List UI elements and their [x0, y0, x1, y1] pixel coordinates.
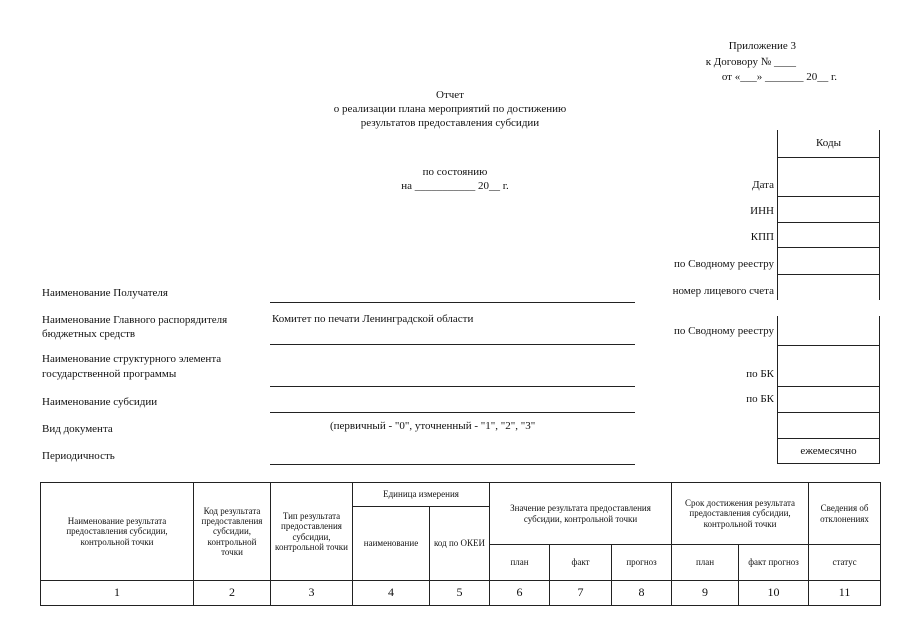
field-manager-label-1: Наименование Главного распорядителя: [42, 314, 228, 326]
field-manager-line: [270, 344, 635, 345]
codes-rule: [777, 412, 880, 413]
col-number: 10: [739, 581, 809, 606]
codes-rule: [777, 463, 880, 464]
col-number: 5: [430, 581, 490, 606]
col-header-value-fact: факт: [550, 545, 612, 581]
results-table: [40, 482, 881, 606]
appendix-line-1: Приложение 3: [728, 40, 796, 52]
codes-rule: [777, 247, 880, 248]
field-element-line: [270, 386, 635, 387]
code-label-inn: ИНН: [750, 205, 774, 217]
col-header-term-fact: факт прогноз: [739, 545, 809, 581]
periodicity-code: ежемесячно: [800, 445, 857, 457]
codes-rule: [777, 438, 880, 439]
col-header-deviation: Сведения об отклонениях: [809, 483, 881, 545]
col-header-term: Срок достижения результата предоставления субсидии, контрольной точки: [672, 483, 809, 545]
col-header-term-plan: план: [672, 545, 739, 581]
col-number: 3: [271, 581, 353, 606]
codes-rule: [777, 196, 880, 197]
col-number: 11: [809, 581, 881, 606]
col-number: 1: [41, 581, 194, 606]
field-doctype-label: Вид документа: [42, 423, 113, 435]
col-header-value-forecast: прогноз: [612, 545, 672, 581]
report-subtitle-1: о реализации плана мероприятий по достижению: [333, 103, 567, 115]
field-periodicity-line: [270, 464, 635, 465]
codes-rule: [777, 222, 880, 223]
col-header-value: Значение результата предоставления субсидии, контрольной точки: [490, 483, 672, 545]
code-label-svod-2: по Сводному реестру: [674, 325, 774, 337]
codes-right-border-2: [879, 316, 880, 463]
field-recipient-line: [270, 302, 635, 303]
codes-rule: [777, 274, 880, 275]
col-header-name: Наименование результата предоставления субсидии, контрольной точки: [41, 483, 194, 581]
as-of-label: по состоянию: [422, 166, 488, 178]
codes-header-rule: [777, 157, 880, 158]
report-title: Отчет: [436, 89, 464, 101]
field-recipient-label: Наименование Получателя: [42, 287, 168, 299]
field-subsidy-line: [270, 412, 635, 413]
codes-rule: [777, 345, 880, 346]
field-periodicity-label: Периодичность: [42, 450, 115, 462]
codes-header: Коды: [816, 137, 841, 149]
field-element-label-1: Наименование структурного элемента: [42, 353, 222, 365]
col-header-status: статус: [809, 545, 881, 581]
col-header-unit-name: наименование: [353, 507, 430, 581]
col-header-type: Тип результата предоставления субсидии, контрольной точки: [271, 483, 353, 581]
code-label-date: Дата: [752, 179, 774, 191]
appendix-line-3: от «___» _______ 20__ г.: [721, 71, 837, 83]
appendix-line-2: к Договору № ____: [705, 56, 796, 68]
code-label-svod-1: по Сводному реестру: [674, 258, 774, 270]
code-label-kpp: КПП: [750, 231, 774, 243]
col-number: 8: [612, 581, 672, 606]
col-number: 6: [490, 581, 550, 606]
code-label-account: номер лицевого счета: [672, 285, 774, 297]
field-element-label-2: государственной программы: [42, 368, 177, 380]
col-number: 4: [353, 581, 430, 606]
codes-left-border-2: [777, 316, 778, 463]
field-doctype-hint: (первичный - "0", уточненный - "1", "2", "3": [330, 420, 536, 432]
code-label-bk-1: по БК: [746, 368, 774, 380]
col-header-code: Код результата предоставления субсидии, контрольной точки: [194, 483, 271, 581]
as-of-date: на ___________ 20__ г.: [401, 180, 509, 192]
report-subtitle-2: результатов предоставления субсидии: [360, 117, 540, 129]
col-number: 2: [194, 581, 271, 606]
code-label-bk-2: по БК: [746, 393, 774, 405]
field-manager-label-2: бюджетных средств: [42, 328, 136, 340]
col-number: 9: [672, 581, 739, 606]
field-manager-value: Комитет по печати Ленинградской области: [272, 313, 474, 325]
col-header-unit: Единица измерения: [353, 483, 490, 507]
col-number: 7: [550, 581, 612, 606]
col-header-unit-okei: код по ОКЕИ: [430, 507, 490, 581]
codes-rule: [777, 386, 880, 387]
field-subsidy-label: Наименование субсидии: [42, 396, 158, 408]
col-header-value-plan: план: [490, 545, 550, 581]
